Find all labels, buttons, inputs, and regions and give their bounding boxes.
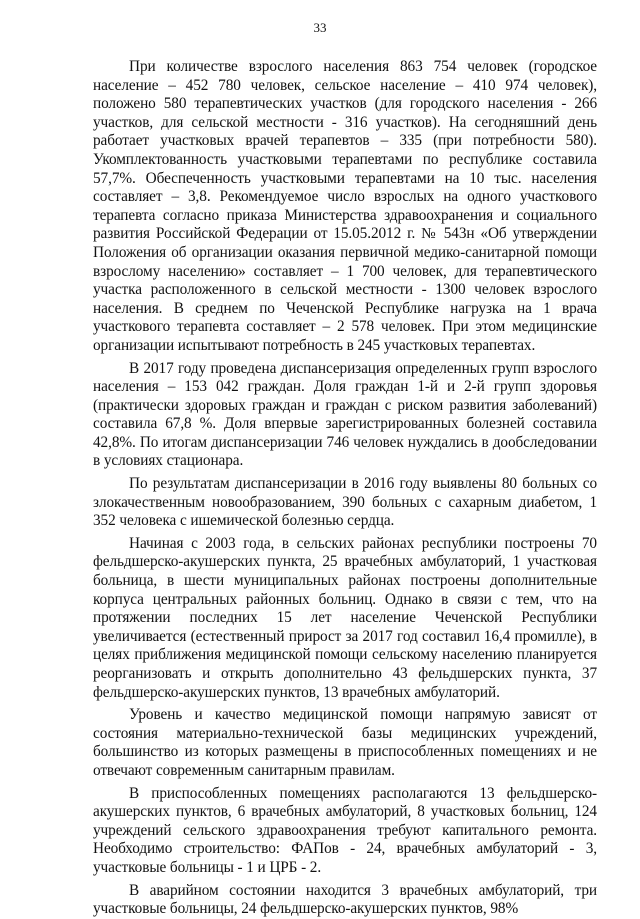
paragraph-uchastkovye-terapevty: При количестве взрослого населения 863 754 человек (городское население – 452 780 человек, сельское население – 410 974 человек), положено 580 терапевтических участков (для городского населения - 266 участков, для сельской местности - 316 участков). На сегодняшний день работает участковых врачей терапевтов – 335 (при потребности 580). Укомплектованность участковыми терапевтами по республике составила 57,7%. Обеспеченность участковыми терапевтами на 10 тыс. населения составляет – 3,8. Рекомендуемое число взрослых на одного участкового терапевта согласно приказа Министерства здравоохранения и социального развития Российской Федерации от 15.05.2012 г. № 543н «Об утверждении Положения об организации оказания первичной медико-санитарной помощи взрослому населению» составляет – 1 700 человек, для терапевтического участка расположенного в сельской местности - 1300 человек взрослого населения. В среднем по Чеченской Республике нагрузка на 1 врача участкового терапевта составляет – 2 578 человек. При этом медицинские организации испытывают потребность в 245 участковых терапевтах. bbox=[93, 58, 597, 354]
paragraph-prisposoblennye-pomeshcheniya: В приспособленных помещениях располагаются 13 фельдшерско-акушерских пунктов, 6 врачебных амбулаторий, 8 участковых больниц, 124 учреждений сельского здравоохранения требуют капитального ремонта. Необходимо строительство: ФАПов - 24, врачебных амбулаторий - 3, участковые больницы - 1 и ЦРБ - 2. bbox=[93, 784, 597, 876]
paragraph-mtb-uroven: Уровень и качество медицинской помощи напрямую зависят от состояния материально-технической базы медицинских учреждений, большинство из которых размещены в приспособленных помещениях и не отвечают современным санитарным правилам. bbox=[93, 706, 597, 779]
document-body bbox=[93, 58, 597, 919]
page-number: 33 bbox=[313, 20, 327, 35]
paragraph-dispanserizatsiya-2017: В 2017 году проведена диспансеризация определенных групп взрослого населения – 153 042 граждан. Доля граждан 1-й и 2-й групп здоровья (практически здоровых граждан и граждан с риском развития заболеваний) составила 67,8 %. Доля впервые зарегистрированных болезней составила 42,8%. По итогам диспансеризации 746 человек нуждались в дообследовании в условиях стационара. bbox=[93, 359, 597, 470]
paragraph-selskie-rayony: Начиная с 2003 года, в сельских районах республики построены 70 фельдшерско-акушерских пункта, 25 врачебных амбулаторий, 1 участковая больница, в шести муниципальных районах построены дополнительные корпуса центральных районных больниц. Однако в связи с тем, что на протяжении последних 15 лет население Чеченской Республики увеличивается (естественный прирост за 2017 год составил 16,4 промилле), в целях приближения медицинской помощи сельскому населению планируется реорганизовать и открыть дополнительно 43 фельдшерских пункта, 37 фельдшерско-акушерских пунктов, 13 врачебных амбулаторий. bbox=[93, 534, 597, 701]
paragraph-avariynoe-sostoyanie: В аварийном состоянии находится 3 врачебных амбулаторий, три участковые больницы, 24 фельдшерско-акушерских пунктов, 98% bbox=[93, 881, 597, 918]
paragraph-rezultaty-2016: По результатам диспансеризации в 2016 году выявлены 80 больных со злокачественным новообразованием, 390 больных с сахарным диабетом, 1 352 человека с ишемической болезнью сердца. bbox=[93, 475, 597, 530]
